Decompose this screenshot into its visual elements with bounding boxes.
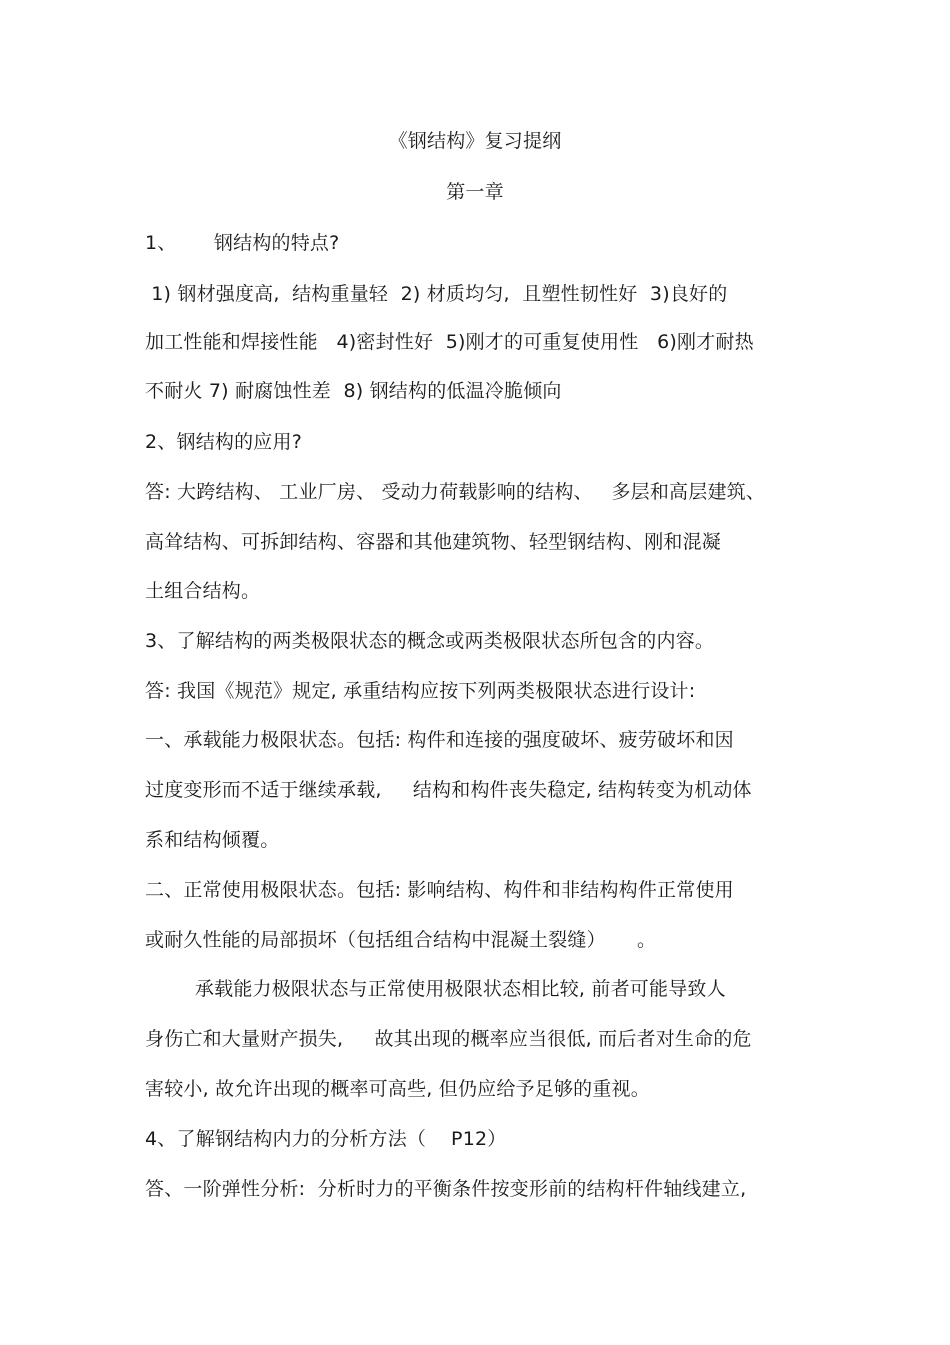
text-line: 1、 钢结构的特点? xyxy=(145,232,340,254)
text-line: 身伤亡和大量财产损失, 故其出现的概率应当很低, 而后者对生命的危 xyxy=(145,1028,752,1050)
text-line: 高耸结构、可拆卸结构、容器和其他建筑物、轻型钢结构、刚和混凝 xyxy=(145,531,722,553)
text-line: 系和结构倾覆。 xyxy=(145,829,280,851)
text-line: 3、了解结构的两类极限状态的概念或两类极限状态所包含的内容。 xyxy=(145,630,715,652)
chapter-heading: 第一章 xyxy=(446,181,504,203)
text-line: 2、钢结构的应用? xyxy=(145,431,302,453)
text-line: 4、了解钢结构内力的分析方法（ P12） xyxy=(145,1128,507,1150)
text-line: 二、正常使用极限状态。包括: 影响结构、构件和非结构构件正常使用 xyxy=(145,879,734,901)
text-line: 答、一阶弹性分析: 分析时力的平衡条件按变形前的结构杆件轴线建立, xyxy=(145,1178,747,1200)
text-line: 答: 大跨结构、 工业厂房、 受动力荷载影响的结构、 多层和高层建筑、 xyxy=(145,481,766,503)
text-line: 过度变形而不适于继续承载, 结构和构件丧失稳定, 结构转变为机动体 xyxy=(145,779,752,801)
text-line: 1) 钢材强度高, 结构重量轻 2) 材质均匀, 且塑性韧性好 3)良好的 xyxy=(145,283,728,305)
text-line: 不耐火 7) 耐腐蚀性差 8) 钢结构的低温冷脆倾向 xyxy=(145,380,562,402)
text-line: 土组合结构。 xyxy=(145,580,261,602)
text-line: 承载能力极限状态与正常使用极限状态相比较, 前者可能导致人 xyxy=(145,978,726,1000)
text-line: 害较小, 故允许出现的概率可高些, 但仍应给予足够的重视。 xyxy=(145,1078,650,1100)
text-line: 加工性能和焊接性能 4)密封性好 5)刚才的可重复使用性 6)刚才耐热 xyxy=(145,331,754,353)
text-line: 或耐久性能的局部损坏（包括组合结构中混凝土裂缝） 。 xyxy=(145,929,657,951)
document-title: 《钢结构》复习提纲 xyxy=(388,130,562,152)
text-line: 答: 我国《规范》规定, 承重结构应按下列两类极限状态进行设计: xyxy=(145,680,696,702)
text-line: 一、承载能力极限状态。包括: 构件和连接的强度破坏、疲劳破坏和因 xyxy=(145,729,734,751)
